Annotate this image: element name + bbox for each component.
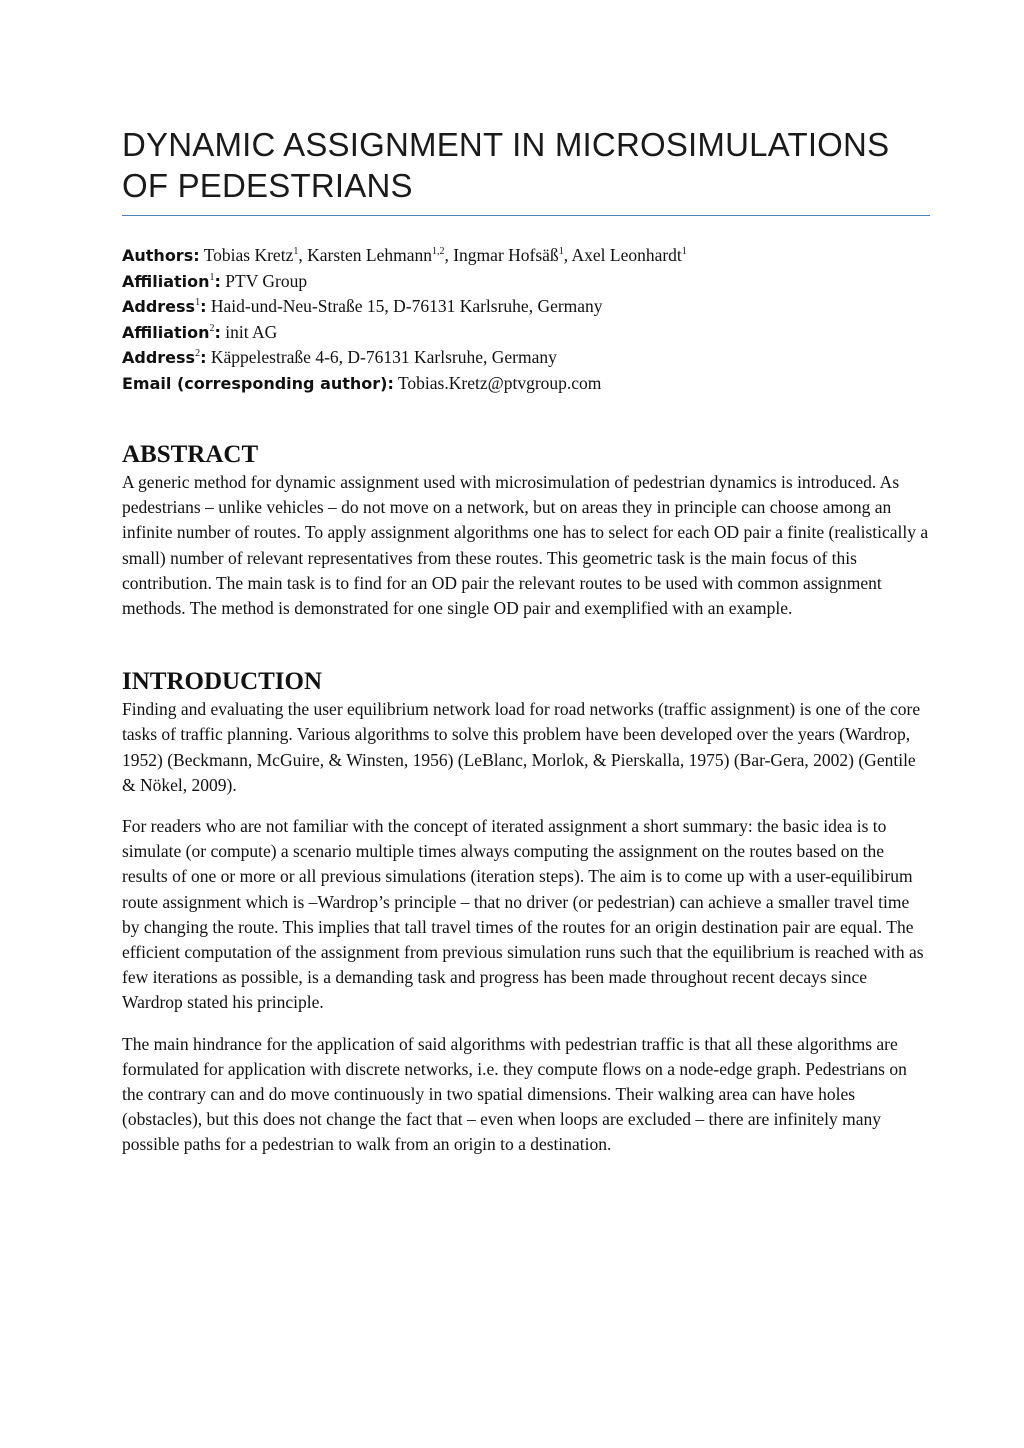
author-name: Ingmar Hofsäß — [453, 245, 559, 265]
affiliation-2-line — [122, 320, 930, 346]
author-separator: , — [563, 245, 572, 265]
email-line — [122, 371, 930, 397]
address-2-value: Käppelestraße 4-6, D-76131 Karlsruhe, Germany — [206, 347, 557, 367]
address-2-colon: : — [200, 348, 207, 367]
author-affiliation-mark: 1,2 — [431, 246, 445, 257]
address-1-label: Address — [122, 297, 196, 316]
address-1-mark: 1 — [195, 297, 201, 308]
address-2-mark: 2 — [195, 348, 201, 359]
abstract-text: A generic method for dynamic assignment used with microsimulation of pedestrian dynamics is introduced. As pedestrians – unlike vehicles – do not move on a network, but on areas they in principle can choose among an infinite number of routes. To apply assignment algorithms one has to select for each OD pair a finite (realistically a small) number of relevant representatives from these routes. This geometric task is the main focus of this contribution. The main task is to find for an OD pair the relevant routes to be used with common assignment methods. The method is demonstrated for one single OD pair and exemplified with an example. — [122, 472, 929, 619]
authors-line — [122, 243, 930, 269]
affiliation-2-mark: 2 — [209, 322, 215, 334]
introduction-paragraph-2: For readers who are not familiar with the concept of iterated assignment a short summary: the basic idea is to simulate (or compute) a scenario multiple times always computing the assignment on the routes based on the results of one or more or all previous simulations (iteration steps). The aim is to come up with a user-equilibirum route assignment which is –Wardrop’s principle – that no driver (or pedestrian) can achieve a smaller travel time by changing the route. This implies that tall travel times of the routes for an origin destination pair are equal. The efficient computation of the assignment from previous simulation runs such that the equilibrium is reached with as few iterations as possible, is a demanding task and progress has been made throughout recent decays since Wardrop stated his principle. — [122, 816, 924, 1013]
author-name: Karsten Lehmann — [307, 245, 432, 265]
affiliation-1-value: PTV Group — [220, 270, 308, 291]
author-name: Axel Leonhardt — [571, 245, 682, 265]
address-1-colon: : — [200, 297, 207, 316]
introduction-heading: INTRODUCTION — [122, 668, 323, 696]
email-label: Email (corresponding author): — [122, 373, 394, 393]
affiliation-2-value: init AG — [220, 321, 278, 342]
paper-title: DYNAMIC ASSIGNMENT IN MICROSIMULATIONS OF PEDESTRIANS — [122, 124, 930, 216]
introduction-paragraph-3: The main hindrance for the application of said algorithms with pedestrian traffic is that all these algorithms are formulated for application with discrete networks, i.e. they compute flows on a node-edge graph. Pedestrians on the contrary can and do move continuously in two spatial dimensions. Their walking area can have holes (obstacles), but this does not change the fact that – even when loops are excluded – there are infinitely many possible paths for a pedestrian to walk from an origin to a destination. — [122, 1033, 907, 1155]
paper-page — [122, 124, 930, 1158]
address-2-line — [122, 345, 930, 371]
abstract-heading: ABSTRACT — [122, 441, 259, 468]
author-separator: , — [298, 245, 308, 265]
author-affiliation-mark: 1 — [293, 246, 299, 257]
address-1-value: Haid-und-Neu-Straße 15, D-76131 Karlsruhe, Germany — [206, 296, 603, 316]
introduction-paragraph-1: Finding and evaluating the user equilibrium network load for road networks (traffic assignment) is one of the core tasks of traffic planning. Various algorithms to solve this problem have been developed over the years (Wardrop, 1952) (Beckmann, McGuire, & Winsten, 1956) (LeBlanc, Morlok, & Pierskalla, 1975) (Bar-Gera, 2002) (Gentile & Nökel, 2009). — [122, 699, 921, 795]
address-2-label: Address — [122, 348, 196, 367]
author-block — [122, 243, 930, 396]
affiliation-2-colon: : — [214, 322, 221, 342]
affiliation-1-line — [122, 269, 930, 295]
authors-label: Authors: — [122, 246, 200, 265]
author-affiliation-mark: 1 — [681, 246, 687, 257]
email-value: Tobias.Kretz@ptvgroup.com — [393, 372, 602, 393]
author-affiliation-mark: 1 — [558, 246, 564, 257]
affiliation-1-colon: : — [214, 271, 221, 291]
affiliation-1-mark: 1 — [209, 271, 215, 283]
affiliation-1-label: Affiliation — [122, 271, 210, 291]
affiliation-2-label: Affiliation — [122, 322, 210, 342]
author-name: Tobias Kretz — [203, 245, 294, 265]
address-1-line — [122, 294, 930, 320]
author-separator: , — [444, 245, 454, 265]
